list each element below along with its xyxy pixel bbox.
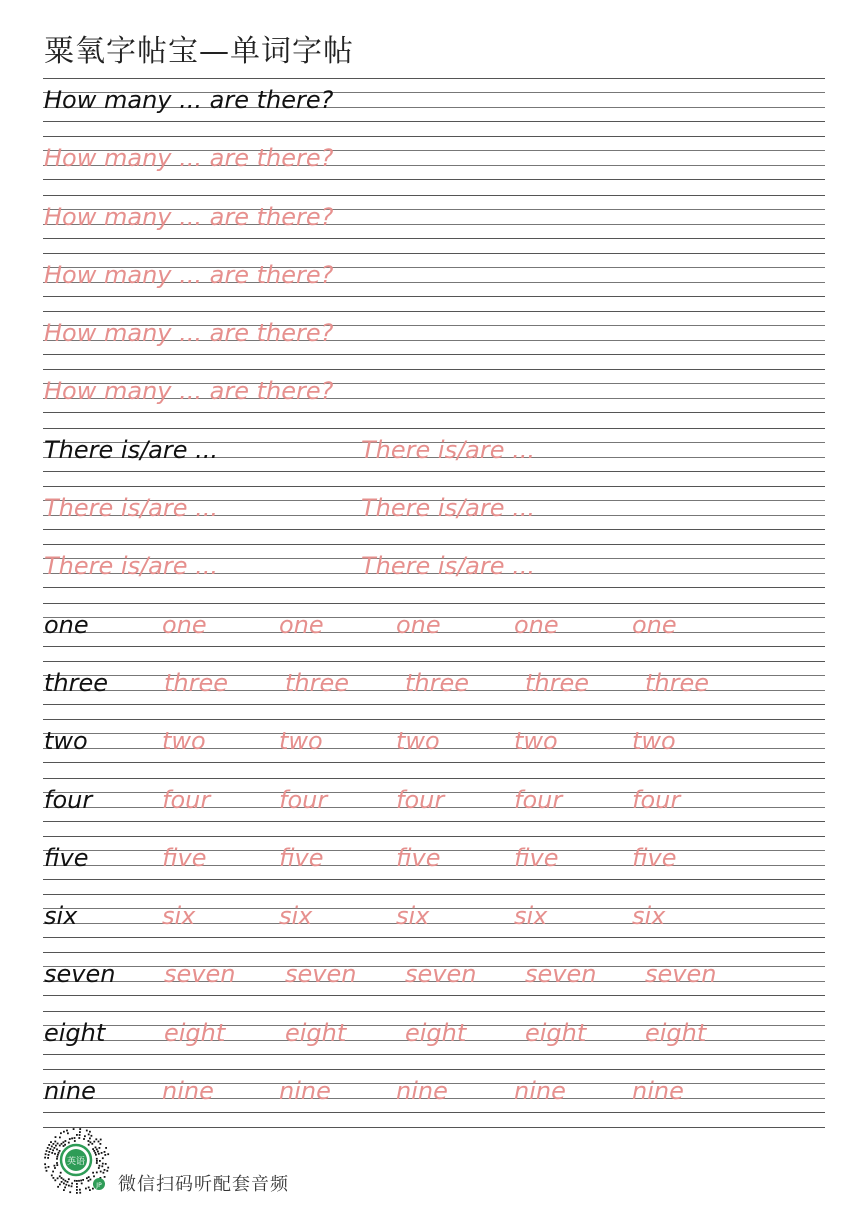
trace-word: nine bbox=[162, 1077, 214, 1106]
guide-line bbox=[43, 908, 825, 909]
trace-word: one bbox=[279, 610, 324, 639]
trace-word: six bbox=[162, 902, 196, 931]
trace-word: There is/are ... bbox=[361, 494, 536, 523]
trace-word: How many ... are there? bbox=[44, 319, 334, 348]
trace-word: two bbox=[162, 727, 206, 756]
trace-word: three bbox=[285, 668, 350, 697]
model-word: four bbox=[44, 785, 93, 814]
footer-caption: 微信扫码听配套音频 bbox=[118, 1174, 289, 1195]
guide-line bbox=[43, 195, 825, 196]
trace-word: five bbox=[279, 843, 324, 872]
practice-row bbox=[43, 544, 825, 602]
practice-row bbox=[43, 1069, 825, 1127]
guide-line bbox=[43, 894, 825, 895]
practice-row bbox=[43, 1011, 825, 1069]
trace-word: seven bbox=[525, 960, 597, 989]
trace-word: six bbox=[279, 902, 313, 931]
practice-row bbox=[43, 603, 825, 661]
guide-line bbox=[43, 661, 825, 662]
trace-word: three bbox=[525, 668, 590, 697]
model-word: There is/are ... bbox=[44, 435, 219, 464]
model-word: How many ... are there? bbox=[44, 86, 334, 114]
qr-badge-label: 英语 bbox=[66, 1157, 86, 1167]
qr-code-icon[interactable] bbox=[40, 1126, 112, 1198]
practice-row bbox=[43, 136, 825, 194]
practice-row bbox=[43, 778, 825, 836]
practice-row bbox=[43, 311, 825, 369]
practice-row bbox=[43, 486, 825, 544]
trace-word: two bbox=[632, 727, 676, 756]
guide-line bbox=[43, 354, 825, 355]
guide-line bbox=[43, 603, 825, 604]
guide-line bbox=[43, 1011, 825, 1012]
guide-line bbox=[43, 544, 825, 545]
trace-word: five bbox=[162, 843, 207, 872]
practice-sheet bbox=[43, 78, 825, 1128]
guide-line bbox=[43, 762, 825, 763]
trace-word: There is/are ... bbox=[44, 494, 219, 523]
practice-row bbox=[43, 253, 825, 311]
guide-line bbox=[43, 311, 825, 312]
trace-word: five bbox=[396, 843, 441, 872]
model-word: one bbox=[44, 610, 89, 639]
trace-word: eight bbox=[285, 1018, 347, 1047]
trace-word: six bbox=[396, 902, 430, 931]
trace-word: three bbox=[164, 668, 229, 697]
trace-word: six bbox=[632, 902, 666, 931]
guide-line bbox=[43, 1054, 825, 1055]
practice-row bbox=[43, 661, 825, 719]
trace-word: four bbox=[514, 785, 563, 814]
trace-word: five bbox=[514, 843, 559, 872]
trace-word: four bbox=[279, 785, 328, 814]
trace-word: three bbox=[645, 668, 710, 697]
trace-word: six bbox=[514, 902, 548, 931]
trace-word: There is/are ... bbox=[361, 435, 536, 464]
practice-row bbox=[43, 836, 825, 894]
model-word: two bbox=[44, 727, 88, 756]
trace-word: How many ... are there? bbox=[44, 377, 334, 406]
model-word: six bbox=[44, 902, 78, 931]
trace-word: eight bbox=[645, 1018, 707, 1047]
trace-word: eight bbox=[525, 1018, 587, 1047]
trace-word: two bbox=[514, 727, 558, 756]
qr-dot-label: JP bbox=[96, 1182, 102, 1189]
practice-row bbox=[43, 195, 825, 253]
model-word: nine bbox=[44, 1077, 96, 1106]
trace-word: one bbox=[396, 610, 441, 639]
trace-word: four bbox=[632, 785, 681, 814]
guide-line bbox=[43, 121, 825, 122]
trace-word: nine bbox=[514, 1077, 566, 1106]
guide-line bbox=[43, 471, 825, 472]
trace-word: three bbox=[405, 668, 470, 697]
guide-line bbox=[43, 412, 825, 413]
trace-word: eight bbox=[164, 1018, 226, 1047]
guide-line bbox=[43, 529, 825, 530]
page-title: 粟氧字帖宝—单词字帖 bbox=[44, 34, 354, 69]
practice-row bbox=[43, 719, 825, 777]
trace-word: nine bbox=[279, 1077, 331, 1106]
model-word: five bbox=[44, 843, 89, 872]
guide-line bbox=[43, 952, 825, 953]
trace-word: two bbox=[396, 727, 440, 756]
guide-line bbox=[43, 179, 825, 180]
guide-line bbox=[43, 704, 825, 705]
guide-line bbox=[43, 1069, 825, 1070]
guide-line bbox=[43, 369, 825, 370]
trace-word: one bbox=[632, 610, 677, 639]
trace-word: two bbox=[279, 727, 323, 756]
guide-line bbox=[43, 587, 825, 588]
guide-line bbox=[43, 1112, 825, 1113]
guide-line bbox=[43, 296, 825, 297]
guide-line bbox=[43, 836, 825, 837]
trace-word: nine bbox=[396, 1077, 448, 1106]
trace-word: How many ... are there? bbox=[44, 144, 334, 173]
trace-word: eight bbox=[405, 1018, 467, 1047]
trace-word: There is/are ... bbox=[361, 552, 536, 581]
trace-word: How many ... are there? bbox=[44, 202, 334, 231]
guide-line bbox=[43, 719, 825, 720]
trace-word: How many ... are there? bbox=[44, 260, 334, 289]
trace-word: five bbox=[632, 843, 677, 872]
guide-line bbox=[43, 646, 825, 647]
practice-row bbox=[43, 369, 825, 427]
footer bbox=[40, 1126, 340, 1198]
practice-row bbox=[43, 428, 825, 486]
guide-line bbox=[43, 486, 825, 487]
trace-word: four bbox=[396, 785, 445, 814]
model-word: three bbox=[44, 668, 109, 697]
guide-line bbox=[43, 778, 825, 779]
trace-word: There is/are ... bbox=[44, 552, 219, 581]
practice-row bbox=[43, 952, 825, 1010]
guide-line bbox=[43, 253, 825, 254]
guide-line bbox=[43, 937, 825, 938]
trace-word: seven bbox=[285, 960, 357, 989]
trace-word: seven bbox=[645, 960, 717, 989]
trace-word: seven bbox=[164, 960, 236, 989]
trace-word: one bbox=[514, 610, 559, 639]
trace-word: one bbox=[162, 610, 207, 639]
practice-row bbox=[43, 894, 825, 952]
guide-line bbox=[43, 136, 825, 137]
guide-line bbox=[43, 879, 825, 880]
guide-line bbox=[43, 821, 825, 822]
model-word: seven bbox=[44, 960, 116, 989]
model-word: eight bbox=[44, 1018, 106, 1047]
trace-word: seven bbox=[405, 960, 477, 989]
guide-line bbox=[43, 428, 825, 429]
guide-line bbox=[43, 923, 825, 924]
practice-row bbox=[43, 78, 825, 136]
trace-word: four bbox=[162, 785, 211, 814]
guide-line bbox=[43, 995, 825, 996]
trace-word: nine bbox=[632, 1077, 684, 1106]
guide-line bbox=[43, 78, 825, 79]
guide-line bbox=[43, 238, 825, 239]
